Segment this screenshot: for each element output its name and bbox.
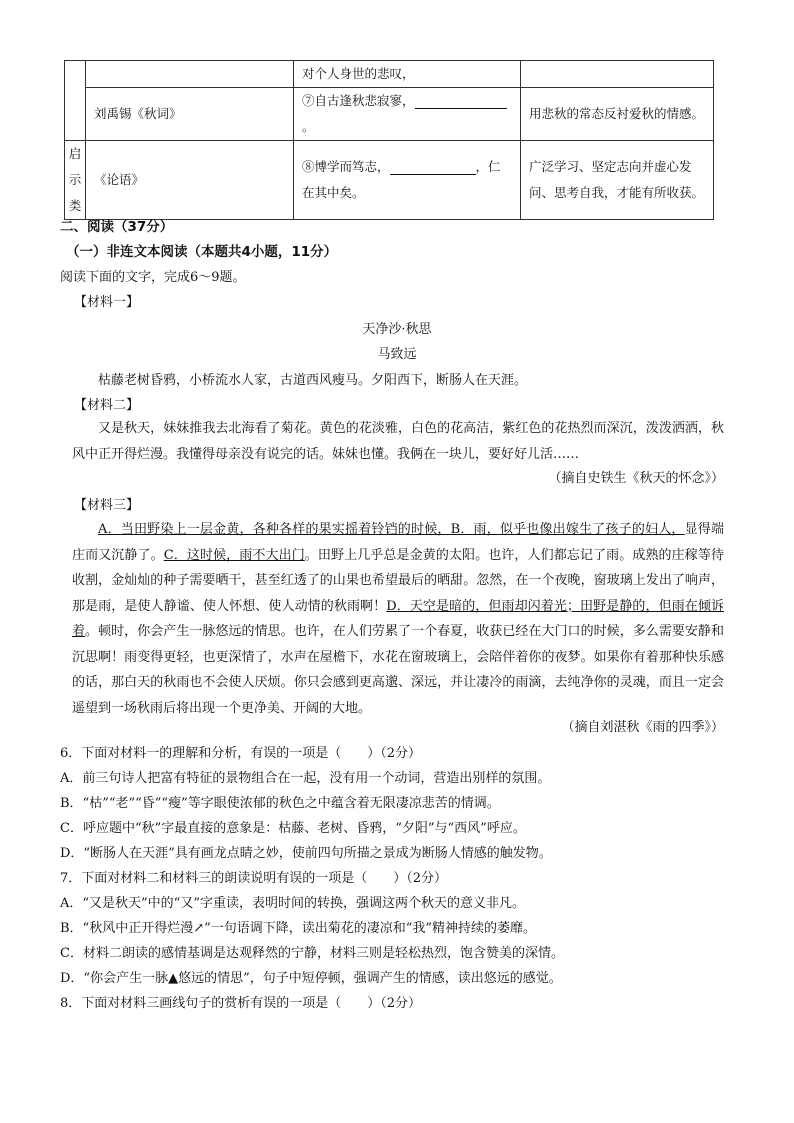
quote-prefix: ⑧博学而笃志，	[302, 159, 390, 174]
underline-a: A．当田野染上一层金黄，各种各样的果实摇着铃铛的时候，	[98, 522, 451, 537]
text-segment: 显得端庄而又沉静了。	[72, 522, 724, 563]
quote-suffix: ，仁在其中矣。	[302, 159, 501, 200]
table-cell	[86, 61, 294, 88]
question-6-option-a[interactable]: A．前三句诗人把富有特征的景物组合在一起，没有用一个动词，营造出别样的氛围。	[60, 771, 551, 786]
underline-d: D．天空是暗的，但雨却闪着光；田野是静的，但雨在倾诉着	[72, 598, 724, 639]
underline-b: B．雨，似乎也像出嫁生了孩子的妇人，	[450, 522, 685, 537]
poem-title: 天净沙·秋思	[362, 322, 432, 337]
poetry-table	[64, 60, 714, 220]
table-cell-source: 刘禹锡《秋词》	[86, 88, 294, 141]
question-6-option-b[interactable]: B．“枯”“老”“昏”“瘦”等字眼使浓郁的秋色之中蕴含着无限凄凉悲苦的情调。	[60, 796, 500, 811]
quote-suffix: 。	[302, 119, 315, 134]
material-1-label: 【材料一】	[74, 295, 140, 310]
instruction: 阅读下面的文字，完成6～9题。	[60, 270, 246, 285]
table-cell-quote	[294, 141, 521, 220]
question-7-option-d[interactable]: D．“你会产生一脉▲悠远的情思”，句子中短停顿，强调产生的情感，读出悠远的感觉。	[60, 971, 562, 986]
table-cell-source: 《论语》	[86, 141, 294, 220]
question-7-option-b[interactable]: B．“秋风中正开得烂漫↗”一句语调下降，读出菊花的凄凉和“我”精神持续的萎靡。	[60, 921, 537, 936]
question-6-stem: 6．下面对材料一的理解和分析，有误的一项是（ ）（2分）	[60, 746, 422, 761]
material-3-label: 【材料三】	[74, 498, 140, 513]
question-7-stem: 7．下面对材料二和材料三的朗读说明有误的一项是（ ）（2分）	[60, 871, 448, 886]
quote-prefix: ⑦自古逢秋悲寂寥，	[302, 93, 415, 108]
material-3-text	[72, 517, 724, 721]
table-cell-category: 启示类	[65, 141, 86, 220]
poem-text: 枯藤老树昏鸦，小桥流水人家，古道西风瘦马。夕阳西下，断肠人在天涯。	[98, 373, 528, 388]
table-cell-category-empty	[65, 61, 86, 141]
answer-blank-8[interactable]	[390, 160, 476, 175]
question-8-stem: 8．下面对材料三画线句子的赏析有误的一项是（ ）（2分）	[60, 996, 422, 1011]
poem-author: 马致远	[377, 347, 417, 362]
underline-c: C．这时候，雨不大出门	[163, 547, 305, 563]
question-7-option-a[interactable]: A．“又是秋天”中的“又”字重读，表明时间的转换，强调这两个秋天的意义非凡。	[60, 896, 525, 911]
text-segment: 。田野上几乎总是金黄的太阳。也许，人们都忘记了雨。成熟的庄稼等待收割，金灿灿的种子需要晒干，甚至红透了的山果也希望最后的晒甜。忽然，在一个夜晚，窗玻璃上发出了响声，那是雨，是使人静谧、使人怀想、使人动情的秋雨啊！	[72, 547, 724, 614]
subsection-title: （一）非连文本阅读（本题共4小题，11分）	[66, 244, 338, 260]
text-segment: 。顿时，你会产生一脉悠远的情思。也许，在人们劳累了一个春夏，收获已经在大门口的时候，多么需要安静和沉思啊！雨变得更轻，也更深情了，水声在屋檐下，水花在窗玻璃上，会陪伴着你的夜梦。如果你有着那种快乐感的话，那白天的秋雨也不会使人厌烦。你只会感到更高邈、深远，并让凄冷的雨滴，去纯净你的灵魂，而且一定会遥望到一场秋雨后将出现一个更净美、开阔的大地。	[72, 624, 724, 716]
table-cell-note: 用悲秋的常态反衬爱秋的情感。	[521, 88, 714, 141]
table-cell	[521, 61, 714, 88]
table-cell-quote	[294, 88, 521, 141]
question-6-option-c[interactable]: C．呼应题中“秋”字最直接的意象是：枯藤、老树、昏鸦，“夕阳”与“西风”呼应。	[60, 821, 526, 836]
answer-blank-7[interactable]	[415, 94, 507, 109]
table-cell-note: 广泛学习、坚定志向并虚心发问、思考自我，才能有所收获。	[521, 141, 714, 220]
material-2-label: 【材料二】	[74, 398, 140, 413]
material-2-text: 又是秋天，妹妹推我去北海看了菊花。黄色的花淡雅，白色的花高洁，紫红色的花热烈而深沉，泼泼洒洒，秋风中正开得烂漫。我懂得母亲没有说完的话。妹妹也懂。我俩在一块儿，要好好儿活……	[72, 421, 724, 462]
section-title: 二、阅读（37分）	[60, 219, 174, 235]
material-3-source: （摘自刘湛秋《雨的四季》）	[561, 720, 724, 735]
table-cell: 对个人身世的悲叹，	[294, 61, 521, 88]
question-6-option-d[interactable]: D．“断肠人在天涯”具有画龙点睛之妙，使前四句所描之景成为断肠人情感的触发物。	[60, 846, 552, 861]
material-2-source: （摘自史铁生《秋天的怀念》）	[548, 471, 724, 486]
question-7-option-c[interactable]: C．材料二朗读的感情基调是达观释然的宁静，材料三则是轻松热烈，饱含赞美的深情。	[60, 946, 564, 961]
